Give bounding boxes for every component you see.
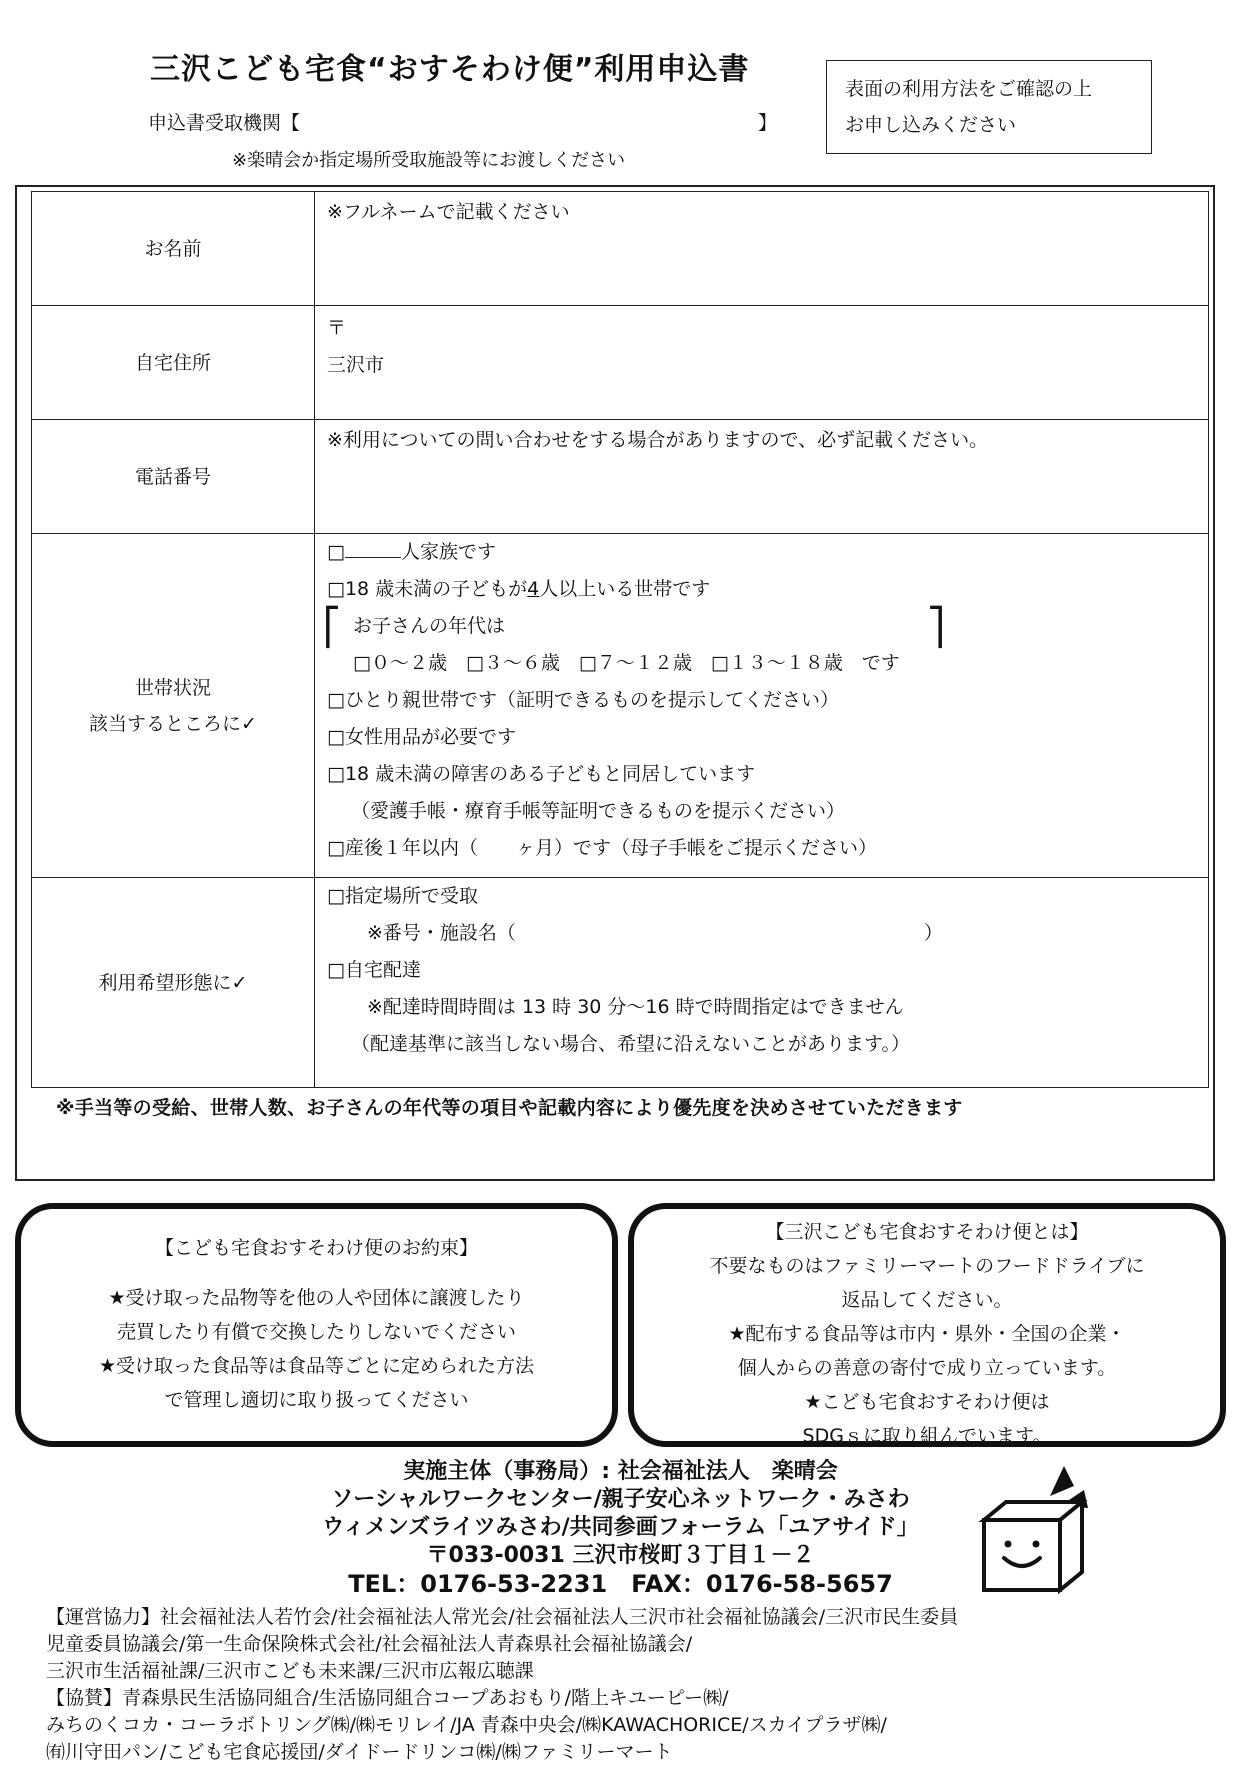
single-parent-option[interactable]: □ひとり親世帯です（証明できるものを提示してください） xyxy=(327,689,839,711)
family-size-blank[interactable] xyxy=(345,535,401,558)
form-title: 三沢こども宅食“おすそわけ便”利用申込書 xyxy=(150,52,750,87)
organizer-address: 〒033-0031 三沢市桜町３丁目１－２ xyxy=(426,1543,815,1568)
name-row xyxy=(32,192,1209,306)
delivery-time-note: ※配達時間時間は 13 時 30 分～16 時で時間指定はできません xyxy=(367,996,904,1018)
family-size-checkbox[interactable]: □ xyxy=(327,541,345,563)
smiling-box-mascot-icon xyxy=(956,1460,1106,1600)
many-children-option[interactable] xyxy=(327,571,1208,608)
disabled-child-option[interactable]: □18 歳未満の障害のある子どもと同居しています xyxy=(327,763,756,785)
usage-options xyxy=(315,878,1209,1088)
right-bracket: ⎤ xyxy=(927,607,945,648)
many-children-text-b: 人以上いる世帯です xyxy=(539,578,711,600)
address-field[interactable] xyxy=(315,306,1209,420)
address-city: 三沢市 xyxy=(327,354,385,376)
about-line-1: 不要なものはファミリーマートのフードドライブに xyxy=(709,1255,1145,1277)
facility-label: ※番号・施設名（ xyxy=(367,922,516,944)
application-form-table xyxy=(31,191,1209,1088)
about-line-4: 個人からの善意の寄付で成り立っています。 xyxy=(737,1357,1117,1379)
disabled-child-note: （愛護手帳・療育手帳等証明できるものを提示ください） xyxy=(351,800,846,822)
promise-line-2: 売買したり有償で交換したりしないでください xyxy=(116,1321,516,1343)
promise-line-3: ★受け取った食品等は食品等ごとに定められた方法 xyxy=(98,1355,535,1377)
about-line-6: SDGｓに取り組んでいます。 xyxy=(802,1425,1052,1447)
about-box xyxy=(628,1203,1226,1447)
delivery-standard-note: （配達基準に該当しない場合、希望に沿えないことがあります。） xyxy=(351,1033,910,1055)
address-row xyxy=(32,306,1209,420)
credits-line-5: みちのくコカ・コーラボトリング㈱/㈱モリレイ/JA 青森中央会/㈱KAWACHORICE/スカイプラザ㈱/ xyxy=(46,1714,887,1736)
facility-line[interactable] xyxy=(327,915,1208,952)
about-line-3: ★配布する食品等は市内・県外・全国の企業・ xyxy=(728,1323,1126,1345)
organizer-line-2: ソーシャルワークセンター/親子安心ネットワーク・みさわ xyxy=(331,1487,910,1512)
phone-note: ※利用についての問い合わせをする場合がありますので、必ず記載ください。 xyxy=(327,429,989,451)
many-children-count: 4 xyxy=(527,578,540,600)
household-label xyxy=(32,534,315,878)
name-field[interactable] xyxy=(315,192,1209,306)
promise-box xyxy=(15,1203,618,1447)
credits-line-2: 児童委員協議会/第一生命保険株式会社/社会福祉法人青森県社会福祉協議会/ xyxy=(46,1633,693,1655)
household-label-line-1: 世帯状況 xyxy=(134,676,211,699)
household-label-line-2: 該当するところに✓ xyxy=(89,712,257,735)
receiver-close-bracket: 】 xyxy=(758,112,778,134)
about-title: 【三沢こども宅食おすそわけ便とは】 xyxy=(765,1221,1089,1243)
receiver-note: ※楽晴会か指定場所受取施設等にお渡しください xyxy=(232,150,626,171)
family-size-option[interactable] xyxy=(327,534,1208,571)
organizer-line-1: 実施主体（事務局）: 社会福祉法人 楽晴会 xyxy=(403,1459,838,1484)
name-note: ※フルネームで記載ください xyxy=(327,201,570,223)
name-label: お名前 xyxy=(32,192,315,306)
notice-box xyxy=(826,60,1152,154)
home-delivery-option[interactable]: □自宅配達 xyxy=(327,959,421,981)
many-children-text-a: □18 歳未満の子どもが xyxy=(327,578,528,600)
phone-field[interactable] xyxy=(315,420,1209,534)
address-label: 自宅住所 xyxy=(32,306,315,420)
promise-title: 【こども宅食おすそわけ便のお約束】 xyxy=(154,1237,478,1259)
credits-line-6: ㈲川守田パン/こども宅食応援団/ダイドードリンコ㈱/㈱ファミリーマート xyxy=(46,1741,673,1763)
credits-line-4: 【協賛】青森県民生活協同組合/生活協同組合コープあおもり/階上キユーピー㈱/ xyxy=(46,1687,729,1709)
credits-block xyxy=(46,1604,1226,1766)
household-options xyxy=(315,534,1209,878)
child-age-heading: お子さんの年代は xyxy=(353,615,506,637)
credits-line-1: 【運営協力】社会福祉法人若竹会/社会福祉法人常光会/社会福祉法人三沢市社会福祉協議会/三沢市民生委員 xyxy=(46,1606,959,1628)
receiver-label: 申込書受取機関【 xyxy=(148,112,301,134)
promise-line-1: ★受け取った品物等を他の人や団体に譲渡したり xyxy=(108,1287,525,1309)
usage-row xyxy=(32,878,1209,1088)
about-line-5: ★こども宅食おすそわけ便は xyxy=(804,1391,1050,1413)
postal-mark: 〒 xyxy=(327,317,347,339)
priority-note: ※手当等の受給、世帯人数、お子さんの年代等の項目や記載内容により優先度を決めさせていただきます xyxy=(56,1097,963,1119)
phone-row xyxy=(32,420,1209,534)
feminine-products-option[interactable]: □女性用品が必要です xyxy=(327,726,516,748)
credits-line-3: 三沢市生活福祉課/三沢市こども未来課/三沢市広報広聴課 xyxy=(46,1660,534,1682)
child-age-group xyxy=(323,607,1208,682)
about-line-2: 返品してください。 xyxy=(841,1289,1013,1311)
usage-label: 利用希望形態に✓ xyxy=(32,878,315,1088)
family-size-text: 人家族です xyxy=(400,541,496,563)
organizer-tel-fax: TEL：0176-53-2231 FAX：0176-58-5657 xyxy=(348,1570,893,1598)
household-row xyxy=(32,534,1209,878)
postpartum-option[interactable]: □産後１年以内（ ヶ月）です（母子手帳をご提示ください） xyxy=(327,837,877,859)
left-bracket: ⎡ xyxy=(323,607,341,648)
notice-line-2: お申し込みください xyxy=(845,114,1017,136)
pickup-option[interactable]: □指定場所で受取 xyxy=(327,885,478,907)
phone-label: 電話番号 xyxy=(32,420,315,534)
organizer-line-3: ウィメンズライツみさわ/共同参画フォーラム「ユアサイド」 xyxy=(322,1515,919,1540)
facility-close: ） xyxy=(923,922,943,944)
child-age-options[interactable]: □０～２歳 □３～６歳 □７～１２歳 □１３～１８歳 です xyxy=(353,652,900,674)
notice-line-1: 表面の利用方法をご確認の上 xyxy=(845,78,1093,100)
promise-line-4: で管理し適切に取り扱ってください xyxy=(164,1389,469,1411)
